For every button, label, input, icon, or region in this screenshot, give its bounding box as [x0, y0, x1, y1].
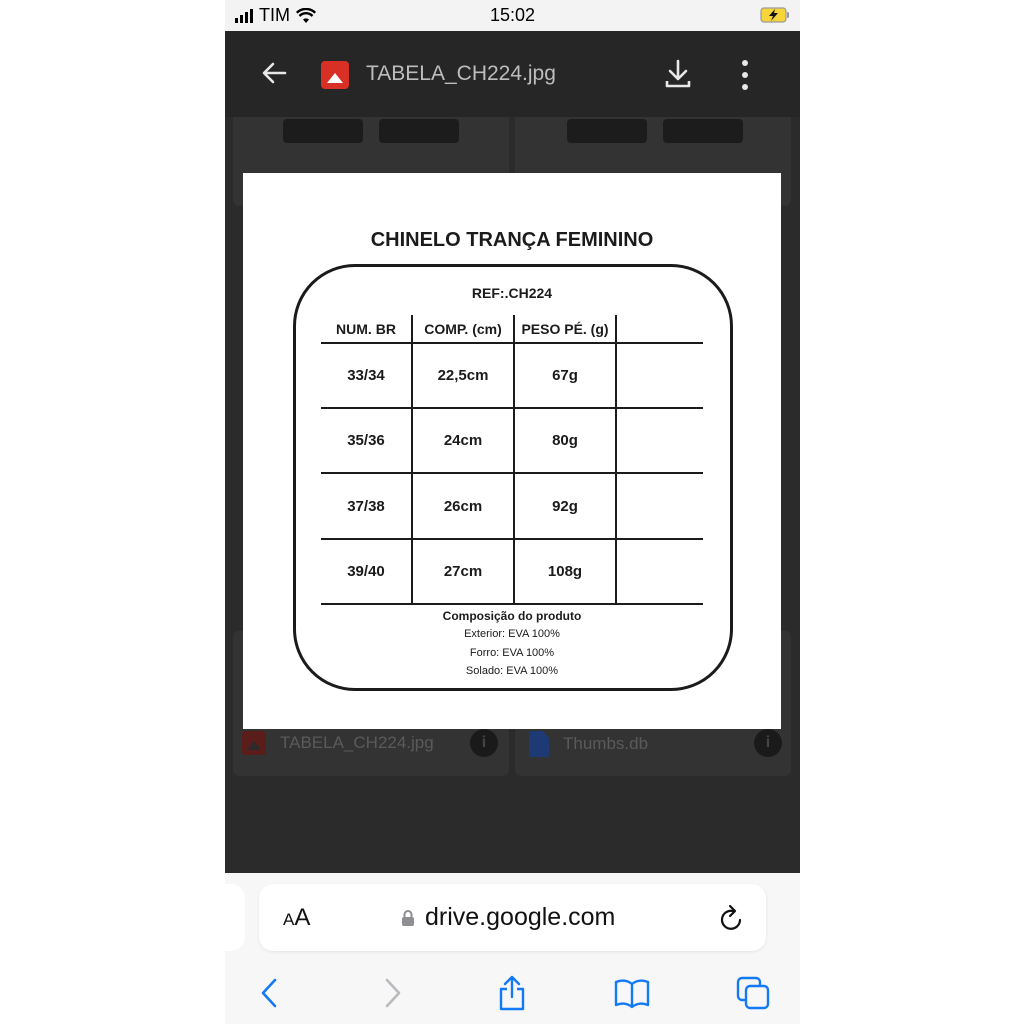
book-icon	[613, 977, 651, 1009]
phone-screen	[225, 0, 800, 1024]
table-cell: 80g	[552, 432, 578, 449]
table-rule	[321, 603, 703, 605]
address-bar[interactable]	[259, 884, 766, 951]
info-icon[interactable]: i	[470, 729, 498, 757]
table-cell: 39/40	[347, 563, 385, 580]
table-cell: 27cm	[443, 563, 483, 580]
table-divider	[411, 315, 413, 605]
file-name: TABELA_CH224.jpg	[280, 733, 434, 752]
composition-line: Exterior: EVA 100%	[464, 628, 560, 640]
battery-charging-icon	[760, 7, 790, 23]
info-icon[interactable]: i	[754, 729, 782, 757]
status-bar	[225, 0, 800, 31]
previous-tab-edge[interactable]	[225, 884, 245, 951]
reload-icon[interactable]	[718, 903, 746, 933]
column-header: COMP. (cm)	[424, 321, 502, 337]
image-file-icon	[321, 61, 349, 89]
image-file-icon	[242, 731, 266, 755]
chevron-left-icon	[259, 977, 279, 1009]
url-text[interactable]: drive.google.com	[425, 903, 616, 931]
file-row[interactable]	[529, 731, 648, 757]
table-rule	[321, 472, 703, 474]
carrier-name: TIM	[259, 5, 290, 25]
file-title: TABELA_CH224.jpg	[366, 62, 556, 85]
document-file-icon	[529, 731, 549, 757]
tabs-button[interactable]	[733, 975, 773, 1011]
table-cell: 26cm	[443, 498, 483, 515]
forward-button[interactable]	[373, 975, 413, 1011]
back-arrow-icon[interactable]	[259, 57, 291, 89]
column-header: NUM. BR	[336, 321, 396, 337]
column-header: PESO PÉ. (g)	[521, 321, 609, 337]
table-cell: 35/36	[347, 432, 385, 449]
share-icon	[496, 975, 528, 1011]
file-row[interactable]	[242, 731, 434, 755]
share-button[interactable]	[492, 975, 532, 1011]
more-options-icon[interactable]	[740, 59, 750, 91]
table-rule	[321, 342, 703, 344]
table-cell: 33/34	[347, 367, 385, 384]
table-cell: 108g	[547, 563, 583, 580]
browser-toolbar	[225, 963, 800, 1023]
table-rule	[321, 538, 703, 540]
file-name: Thumbs.db	[563, 734, 649, 753]
composition-title: Composição do produto	[442, 609, 582, 623]
bookmarks-button[interactable]	[612, 975, 652, 1011]
tabs-icon	[735, 975, 771, 1011]
reference-code: REF:.CH224	[471, 285, 553, 301]
table-divider	[615, 315, 617, 605]
image-preview	[243, 173, 781, 729]
table-cell: 37/38	[347, 498, 385, 515]
text-size-button[interactable]: AA	[283, 904, 311, 931]
table-cell: 22,5cm	[437, 367, 489, 384]
table-cell: 24cm	[443, 432, 483, 449]
composition-line: Solado: EVA 100%	[465, 665, 559, 677]
viewer-toolbar	[225, 31, 800, 117]
table-cell: 92g	[552, 498, 578, 515]
back-button[interactable]	[249, 975, 289, 1011]
table-rule	[321, 407, 703, 409]
image-heading: CHINELO TRANÇA FEMININO	[370, 229, 654, 251]
table-divider	[513, 315, 515, 605]
clock: 15:02	[489, 5, 536, 25]
file-thumbnail	[379, 119, 459, 143]
file-thumbnail	[663, 119, 743, 143]
lock-icon	[401, 909, 415, 927]
download-icon[interactable]	[663, 58, 693, 90]
file-thumbnail	[283, 119, 363, 143]
composition-line: Forro: EVA 100%	[469, 647, 555, 659]
browser-chrome	[225, 873, 800, 1024]
chevron-right-icon	[383, 977, 403, 1009]
file-thumbnail	[567, 119, 647, 143]
table-cell: 67g	[552, 367, 578, 384]
